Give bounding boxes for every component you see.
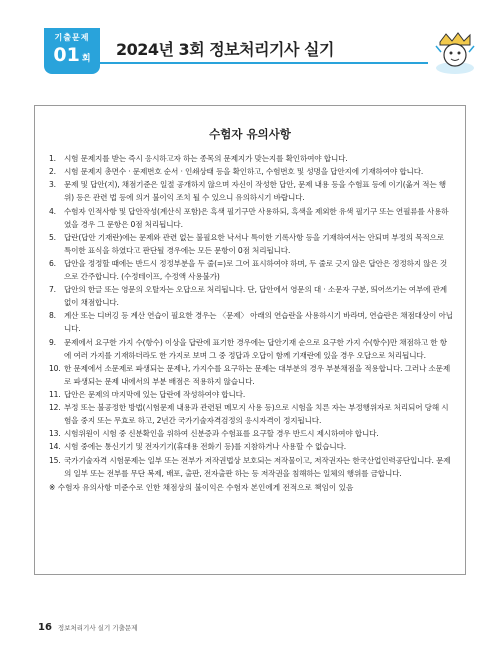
rule-item: [49, 362, 453, 388]
badge-suffix: 회: [81, 54, 91, 64]
rule-text: 한 문제에서 소문제로 파생되는 문제나, 가지수를 요구하는 문제는 대부분의 경우 부분채점을 적용합니다. 그러나 소문제로 파생되는 문제 내에서의 부분 배점은 적용하지 않습니다.: [64, 363, 451, 386]
rule-number: 13.: [49, 429, 61, 439]
rule-text: 시험위원이 시험 중 신분확인을 위하여 신분증과 수험표를 요구할 경우 반드시 제시하여야 합니다.: [64, 429, 379, 439]
page-title: 2024년 3회 정보처리기사 실기: [116, 40, 334, 59]
rule-number: 10.: [49, 363, 61, 373]
rule-number: 5.: [49, 232, 56, 242]
rule-text: 답안은 문제의 마지막에 있는 답란에 작성하여야 합니다.: [64, 389, 246, 399]
badge-number-wrap: [44, 43, 100, 71]
rule-text: 시험 중에는 통신기기 및 전자기기(휴대용 전화기 등)를 지참하거나 사용할 수 없습니다.: [64, 442, 347, 452]
rule-item: [49, 336, 453, 362]
rule-number: 14.: [49, 442, 61, 452]
rule-item: [49, 231, 453, 257]
page-footer: [38, 622, 137, 633]
rule-number: 12.: [49, 403, 61, 413]
rule-text: 시험 문제지 총면수 · 문제번호 순서 · 인쇄상태 등을 확인하고, 수험번호 및 성명을 답안지에 기재하여야 합니다.: [64, 167, 424, 177]
rule-item: [49, 165, 453, 178]
rule-item: [49, 454, 453, 480]
rule-item: [49, 205, 453, 231]
rule-number: 3.: [49, 180, 56, 190]
rule-item: [49, 401, 453, 427]
notice-title: 수험자 유의사항: [209, 127, 291, 141]
rule-item: [49, 388, 453, 401]
rule-item: [49, 440, 453, 453]
rule-number: 8.: [49, 311, 56, 321]
chapter-badge: [44, 28, 100, 74]
rule-text: 문제에서 요구한 가지 수(항수) 이상을 답란에 표기한 경우에는 답안기재 순으로 요구한 가지 수(항수)만 채점하고 한 항에 여러 가지를 기재하더라도 한 가지로 보며 그 중 정답과 오답이 함께 기재란에 있을 경우 오답으로 처리됩니다.: [64, 337, 447, 360]
rule-text: 답안의 한글 또는 영문의 오탈자는 오답으로 처리됩니다. 단, 답안에서 영문의 대 · 소문자 구분, 띄어쓰기는 여부에 관계 없이 채점합니다.: [64, 285, 447, 308]
rule-text: 답안을 정정할 때에는 반드시 정정부분을 두 줄(=)로 그어 표시하여야 하며, 두 줄로 긋지 않은 답안은 정정하지 않은 것으로 간주합니다. (수정테이프, 수정액 사용불가): [64, 258, 448, 281]
rule-number: 4.: [49, 206, 56, 216]
rule-item: [49, 309, 453, 335]
rule-text: 국가기술자격 시험문제는 일부 또는 전부가 저작권법상 보호되는 저작물이고, 저작권자는 한국산업인력공단입니다. 문제의 일부 또는 전부를 무단 복제, 배포, 출판, 전자출판 하는 등 저작권을 침해하는 일체의 행위를 금합니다.: [64, 455, 451, 478]
rule-number: 15.: [49, 455, 61, 465]
book-title: 정보처리기사 실기 기출문제: [57, 624, 138, 632]
rule-number: 6.: [49, 258, 56, 268]
rule-item: [49, 152, 453, 165]
responsibility-note: ※ 수험자 유의사항 미준수로 인한 채점상의 불이익은 수험자 본인에게 전적으로 책임이 있음: [49, 482, 354, 492]
rule-item: [49, 427, 453, 440]
rule-number: 9.: [49, 337, 56, 347]
rule-item: [49, 257, 453, 283]
rule-number: 1.: [49, 154, 56, 163]
rule-text: 문제 및 답안(지), 채점기준은 일절 공개하지 않으며 자신이 작성한 답안, 문제 내용 등을 수험표 등에 이기(옮겨 적는 행위) 등은 관련 법 등에 의거 불이익 조치 될 수 있으니 유의하시기 바랍니다.: [64, 180, 446, 203]
badge-label: 기출문제: [54, 33, 90, 42]
rules-list: [49, 152, 453, 494]
mascot-icon: [432, 28, 478, 76]
rule-text: 답란(답안 기재란)에는 문제와 관련 없는 불필요한 낙서나 특이한 기록사항 등을 기재하여서는 안되며 부정의 목적으로 특이한 표식을 하였다고 판단될 경우에는 모든 문항이 0점 처리됩니다.: [64, 232, 444, 255]
notice-card: [34, 105, 466, 575]
rule-item: [49, 178, 453, 204]
rule-number: 11.: [49, 389, 61, 399]
rule-item: [49, 283, 453, 309]
rule-text: 계산 또는 디버깅 등 계산 연습이 필요한 경우는 〈문제〉 아래의 연습란을 사용하시기 바라며, 연습란은 채점대상이 아닙니다.: [64, 311, 453, 334]
rule-text: 부정 또는 불공정한 방법(시험문제 내용과 관련된 메모지 사용 등)으로 시험을 치른 자는 부정행위자로 처리되어 당해 시험을 중지 또는 무효로 하고, 2년간 국가기술자격검정의 응시자격이 정지됩니다.: [64, 403, 449, 426]
badge-number: 01: [53, 44, 80, 66]
page-number: 16: [38, 622, 52, 633]
rule-number: 7.: [49, 285, 56, 295]
rule-number: 2.: [49, 167, 56, 177]
rule-text: 시험 문제지를 받는 즉시 응시하고자 하는 종목의 문제지가 맞는지를 확인하여야 합니다.: [64, 154, 348, 163]
rule-text: 수험자 인적사항 및 답안작성(계산식 포함)은 흑색 필기구만 사용하되, 흑색을 제외한 유색 필기구 또는 연필류를 사용하였을 경우 그 문항은 0점 처리됩니다.: [64, 206, 449, 229]
